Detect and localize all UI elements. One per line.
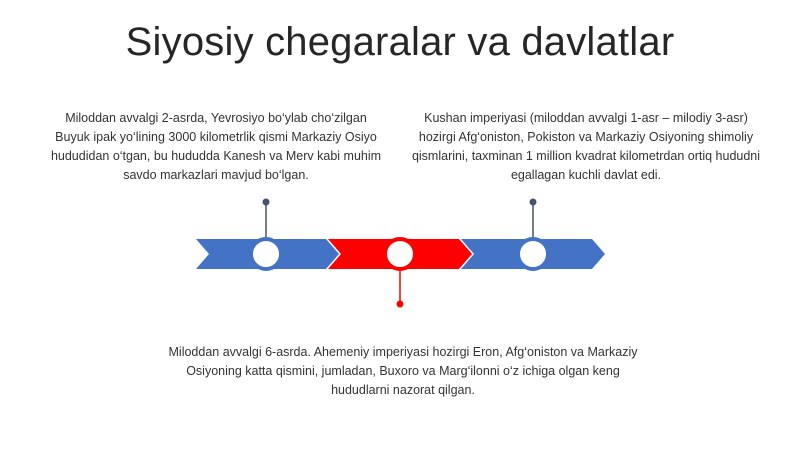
timeline-milestone-1 <box>251 239 281 269</box>
slide-title: Siyosiy chegaralar va davlatlar <box>125 20 675 64</box>
timeline-milestone-2 <box>385 239 415 269</box>
event-caption-2: Miloddan avvalgi 6-asrda. Ahemeniy imperiyasi hozirgi Eron, Afg‘oniston va Markaziy Osiyoning katta qismini, jumladan, Buxoro va Marg‘ilonni o‘z ichiga olgan keng hududlarni nazorat qilgan. <box>168 345 638 397</box>
timeline-stem-dot-2 <box>397 301 404 308</box>
timeline-stem-dot-1 <box>263 199 270 206</box>
timeline-stem-dot-3 <box>530 199 537 206</box>
event-caption-1: Miloddan avvalgi 2-asrda, Yevrosiyo bo‘ylab cho‘zilgan Buyuk ipak yo‘lining 3000 kilometrlik qismi Markaziy Osiyo hududidan o‘tgan, bu hududda Kanesh va Merv kabi muhim savdo markazlari mavjud bo‘lgan. <box>50 111 382 182</box>
timeline-milestone-3 <box>518 239 548 269</box>
event-caption-3: Kushan imperiyasi (miloddan avvalgi 1-asr – milodiy 3-asr) hozirgi Afg‘oniston, Pokiston va Markaziy Osiyoning shimoliy qismlarini, taxminan 1 million kvadrat kilometrdan ortiq hududni egallagan kuchli davlat edi. <box>411 111 761 182</box>
